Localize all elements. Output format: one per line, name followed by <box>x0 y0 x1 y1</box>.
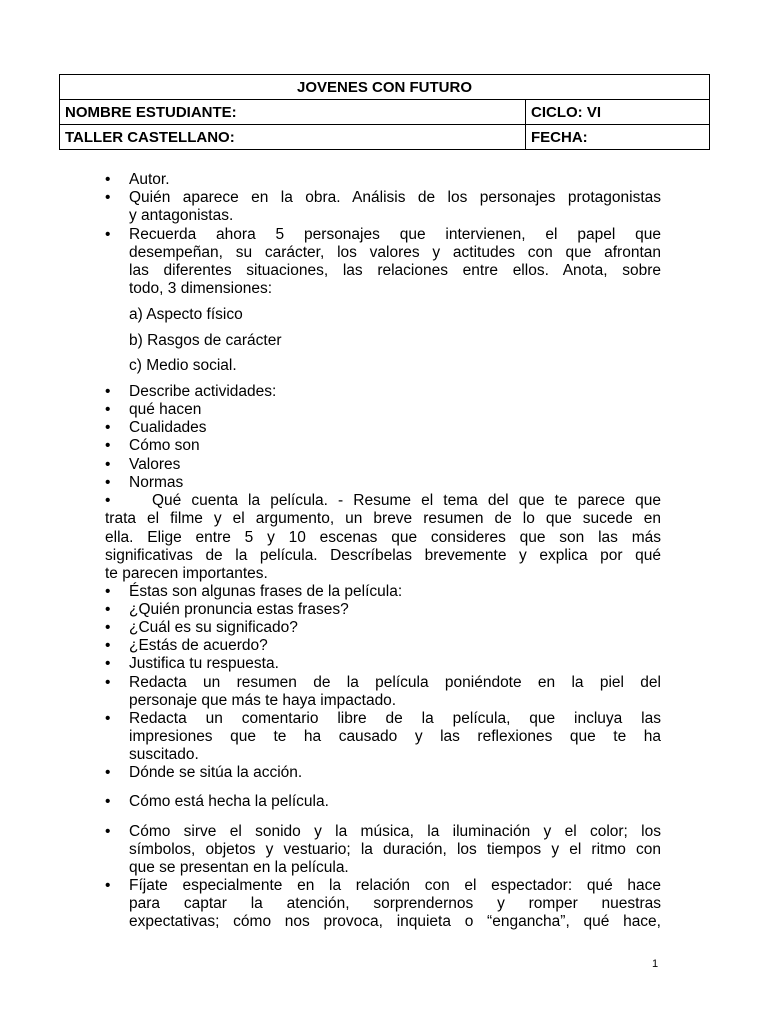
list-item-text: desempeñan, su carácter, los valores y actitudes con que afrontan <box>129 244 661 261</box>
paragraph-text: significativas de la película. Descríbelas brevemente y explica por qué <box>105 547 661 564</box>
list-item-text: ¿Quién pronuncia estas frases? <box>129 601 349 618</box>
cycle-label: CICLO: VI <box>526 100 710 125</box>
student-name-label: NOMBRE ESTUDIANTE: <box>60 100 526 125</box>
bullet-icon: • <box>105 456 111 473</box>
list-item-text: Recuerda ahora 5 personajes que intervienen, el papel que <box>129 226 661 243</box>
list-item-text: Justifica tu respuesta. <box>129 655 279 672</box>
list-item-text: qué hacen <box>129 401 202 418</box>
list-item-text: Cómo sirve el sonido y la música, la iluminación y el color; los <box>129 823 661 840</box>
bullet-icon: • <box>105 189 111 206</box>
sub-item-text: b) Rasgos de carácter <box>129 332 282 349</box>
page-number: 1 <box>652 958 659 970</box>
paragraph-text: Qué cuenta la película. - Resume el tema del que te parece que <box>152 492 661 509</box>
bullet-icon: • <box>105 710 111 727</box>
bullet-icon: • <box>105 474 111 491</box>
bullet-icon: • <box>105 619 111 636</box>
list-item-text: expectativas; cómo nos provoca, inquieta o “engancha”, qué hace, <box>129 913 661 930</box>
bullet-icon: • <box>105 419 111 436</box>
list-item-text: Autor. <box>129 171 170 188</box>
sub-item-text: a) Aspecto físico <box>129 306 243 323</box>
bullet-icon: • <box>105 823 111 840</box>
list-item-text: Redacta un resumen de la película poniéndote en la piel del <box>129 674 661 691</box>
bullet-icon: • <box>105 383 111 400</box>
bullet-icon: • <box>105 877 111 894</box>
list-item-text: Dónde se sitúa la acción. <box>129 764 303 781</box>
list-item-text: Cómo está hecha la película. <box>129 793 329 810</box>
list-item-text: personaje que más te haya impactado. <box>129 692 397 709</box>
list-item-text: Valores <box>129 456 181 473</box>
paragraph-text: ella. Elige entre 5 y 10 escenas que consideres que son las más <box>105 529 661 546</box>
list-item-text: todo, 3 dimensiones: <box>129 280 273 297</box>
list-item-text: las diferentes situaciones, las relaciones entre ellos. Anota, sobre <box>129 262 661 279</box>
paragraph-text: te parecen importantes. <box>105 565 268 582</box>
list-item-text: impresiones que te ha causado y las reflexiones que te ha <box>129 728 661 745</box>
bullet-icon: • <box>105 674 111 691</box>
bullet-icon: • <box>105 401 111 418</box>
bullet-icon: • <box>105 793 111 810</box>
list-item-text: y antagonistas. <box>129 207 234 224</box>
list-item-text: para captar la atención, sorprendernos y romper nuestras <box>129 895 661 912</box>
list-item-text: ¿Estás de acuerdo? <box>129 637 268 654</box>
bullet-icon: • <box>105 171 111 188</box>
list-item-text: Éstas son algunas frases de la película: <box>129 583 403 600</box>
bullet-icon: • <box>105 226 111 243</box>
list-item-text: Cualidades <box>129 419 207 436</box>
list-item-text: Quién aparece en la obra. Análisis de los personajes protagonistas <box>129 189 661 206</box>
list-item-text: Fíjate especialmente en la relación con el espectador: qué hace <box>129 877 661 894</box>
list-item-text: Cómo son <box>129 437 200 454</box>
sub-item-text: c) Medio social. <box>129 357 237 374</box>
list-item-text: suscitado. <box>129 746 199 763</box>
list-item-text: que se presentan en la película. <box>129 859 349 876</box>
document-title: JOVENES CON FUTURO <box>60 75 710 100</box>
date-label: FECHA: <box>526 125 710 150</box>
paragraph-text: trata el filme y el argumento, un breve resumen de lo que sucede en <box>105 510 661 527</box>
bullet-icon: • <box>105 764 111 781</box>
workshop-label: TALLER CASTELLANO: <box>60 125 526 150</box>
bullet-icon: • <box>105 637 111 654</box>
list-item-text: símbolos, objetos y vestuario; la duración, los tiempos y el ritmo con <box>129 841 661 858</box>
list-item-text: Redacta un comentario libre de la película, que incluya las <box>129 710 661 727</box>
list-item-text: ¿Cuál es su significado? <box>129 619 298 636</box>
bullet-icon: • <box>105 655 111 672</box>
bullet-icon: • <box>105 437 111 454</box>
list-item-text: Describe actividades: <box>129 383 277 400</box>
bullet-icon: • <box>105 492 111 509</box>
bullet-icon: • <box>105 601 111 618</box>
list-item-text: Normas <box>129 474 184 491</box>
bullet-icon: • <box>105 583 111 600</box>
